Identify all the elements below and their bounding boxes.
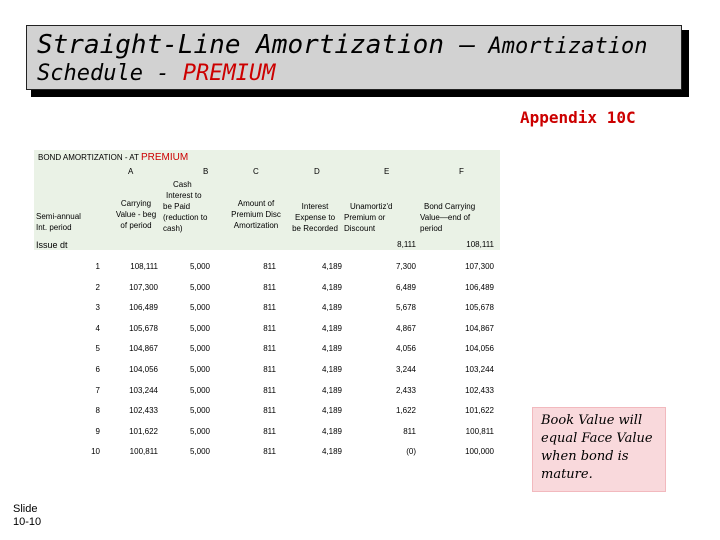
header-b-line: (reduction to xyxy=(163,213,208,222)
title-sub: Amortization xyxy=(475,34,648,59)
cell-d: 4,189 xyxy=(321,385,342,395)
cell-d: 4,189 xyxy=(321,323,342,333)
cell-f: 100,000 xyxy=(465,447,494,457)
cell-e: 6,489 xyxy=(395,282,416,292)
cell-b: 5,000 xyxy=(189,303,210,313)
column-letter-f: F xyxy=(459,167,464,176)
cell-b: 5,000 xyxy=(189,365,210,374)
title-main: Straight-Line Amortization – xyxy=(37,30,476,60)
header-f-line: period xyxy=(420,224,443,233)
title-highlight: PREMIUM xyxy=(182,61,276,86)
cell-period: 8 xyxy=(95,406,100,416)
header-b xyxy=(163,179,207,234)
issue-date-carrying-value: 108,111 xyxy=(466,240,494,249)
header-f xyxy=(420,201,475,234)
cell-e: 4,867 xyxy=(395,323,416,333)
cell-f: 105,678 xyxy=(465,303,494,313)
issue-date-label: Issue dt xyxy=(36,240,68,250)
header-c-line: Amortization xyxy=(233,221,279,230)
cell-c: 811 xyxy=(263,406,276,416)
cell-c: 811 xyxy=(263,323,276,333)
cell-a: 104,867 xyxy=(129,344,158,354)
cell-b: 5,000 xyxy=(189,323,210,333)
cell-c: 811 xyxy=(263,262,276,271)
header-a-line: Carrying xyxy=(120,199,152,208)
cell-a: 108,111 xyxy=(130,262,158,271)
column-letter-a: A xyxy=(128,167,134,176)
header-c-line: Amount of xyxy=(237,199,275,208)
cell-a: 105,678 xyxy=(129,323,158,333)
cell-b: 5,000 xyxy=(189,426,210,436)
cell-period: 2 xyxy=(95,282,100,292)
cell-e: 3,244 xyxy=(395,365,416,374)
header-b-line: Interest to xyxy=(166,191,202,200)
header-period-line: Semi-annual xyxy=(36,212,81,221)
cell-b: 5,000 xyxy=(189,406,210,416)
cell-e: 5,678 xyxy=(395,303,416,313)
cell-b: 5,000 xyxy=(189,344,210,354)
cell-d: 4,189 xyxy=(321,262,342,271)
header-e-line: Premium or xyxy=(344,213,386,222)
cell-d: 4,189 xyxy=(321,282,342,292)
header-f-line: Bond Carrying xyxy=(424,202,476,211)
column-letter-c: C xyxy=(253,167,259,176)
cell-period: 4 xyxy=(95,323,100,333)
cell-period: 5 xyxy=(95,344,100,354)
header-a-line: Value - beg xyxy=(115,210,157,219)
note-box: Book Value will equal Face Value when bond is mature. xyxy=(532,407,666,492)
cell-b: 5,000 xyxy=(189,447,210,457)
cell-a: 104,056 xyxy=(129,365,158,374)
cell-period: 1 xyxy=(95,262,100,271)
cell-d: 4,189 xyxy=(321,344,342,354)
header-d-line: Interest xyxy=(301,202,329,211)
sheet-caption xyxy=(38,152,188,163)
cell-d: 4,189 xyxy=(321,447,342,457)
header-d-line: Expense to xyxy=(294,213,336,222)
header-e-line: Unamortiz'd xyxy=(350,202,393,211)
cell-a: 103,244 xyxy=(129,385,158,395)
cell-a: 107,300 xyxy=(129,282,158,292)
cell-a: 101,622 xyxy=(129,426,158,436)
cell-period: 7 xyxy=(95,385,100,395)
cell-f: 107,300 xyxy=(465,262,494,271)
cell-period: 3 xyxy=(95,303,100,313)
slide-number-value: 10-10 xyxy=(13,516,42,528)
cell-period: 10 xyxy=(91,447,100,457)
column-letter-b: B xyxy=(203,167,209,176)
cell-e: 811 xyxy=(403,426,416,436)
cell-c: 811 xyxy=(263,426,276,436)
cell-e: 2,433 xyxy=(395,385,416,395)
cell-c: 811 xyxy=(263,365,276,374)
cell-c: 811 xyxy=(263,303,276,313)
sheet-caption-text: BOND AMORTIZATION - AT xyxy=(38,153,139,162)
header-e-line: Discount xyxy=(344,224,376,233)
cell-e: 1,622 xyxy=(395,406,416,416)
cell-f: 104,056 xyxy=(465,344,494,354)
slide-number xyxy=(13,503,41,529)
title-prefix: Schedule - xyxy=(37,61,183,86)
cell-b: 5,000 xyxy=(189,262,210,271)
cell-c: 811 xyxy=(263,447,276,457)
slide-label: Slide xyxy=(13,503,38,515)
cell-d: 4,189 xyxy=(321,426,342,436)
title-line-2 xyxy=(37,61,275,86)
cell-a: 102,433 xyxy=(129,406,158,416)
header-a-line: of period xyxy=(120,221,152,230)
header-period xyxy=(36,211,81,233)
header-e xyxy=(344,201,392,234)
appendix-label: Appendix 10C xyxy=(520,108,636,127)
header-a xyxy=(106,198,166,231)
cell-e: (0) xyxy=(406,447,416,457)
cell-c: 811 xyxy=(263,344,276,354)
header-f-line: Value—end of xyxy=(420,213,471,222)
cell-f: 102,433 xyxy=(465,385,494,395)
cell-c: 811 xyxy=(263,385,276,395)
header-c-line: Premium Disc xyxy=(231,210,281,219)
header-d-line: be Recorded xyxy=(292,224,338,233)
column-letter-e: E xyxy=(384,167,390,176)
cell-f: 104,867 xyxy=(465,323,494,333)
column-letter-d: D xyxy=(314,167,320,176)
cell-period: 6 xyxy=(95,365,100,374)
title-line-1 xyxy=(37,30,647,60)
header-d xyxy=(284,201,346,234)
header-b-line: be Paid xyxy=(163,202,191,211)
header-c xyxy=(223,198,289,231)
cell-a: 106,489 xyxy=(129,303,158,313)
header-b-line: Cash xyxy=(173,180,192,189)
cell-f: 106,489 xyxy=(465,282,494,292)
cell-e: 7,300 xyxy=(395,262,416,271)
cell-b: 5,000 xyxy=(189,385,210,395)
cell-b: 5,000 xyxy=(189,282,210,292)
cell-d: 4,189 xyxy=(321,365,342,374)
cell-f: 103,244 xyxy=(465,365,494,374)
sheet-caption-highlight: PREMIUM xyxy=(140,152,189,163)
title-banner xyxy=(26,25,682,90)
issue-date-unamortized: 8,111 xyxy=(397,240,416,249)
cell-a: 100,811 xyxy=(129,447,158,457)
header-period-line: Int. period xyxy=(36,223,72,232)
cell-f: 100,811 xyxy=(465,426,494,436)
cell-c: 811 xyxy=(263,282,276,292)
cell-period: 9 xyxy=(95,426,100,436)
cell-d: 4,189 xyxy=(321,406,342,416)
cell-f: 101,622 xyxy=(465,406,494,416)
cell-e: 4,056 xyxy=(395,344,416,354)
header-b-line: cash) xyxy=(163,224,183,233)
cell-d: 4,189 xyxy=(321,303,342,313)
